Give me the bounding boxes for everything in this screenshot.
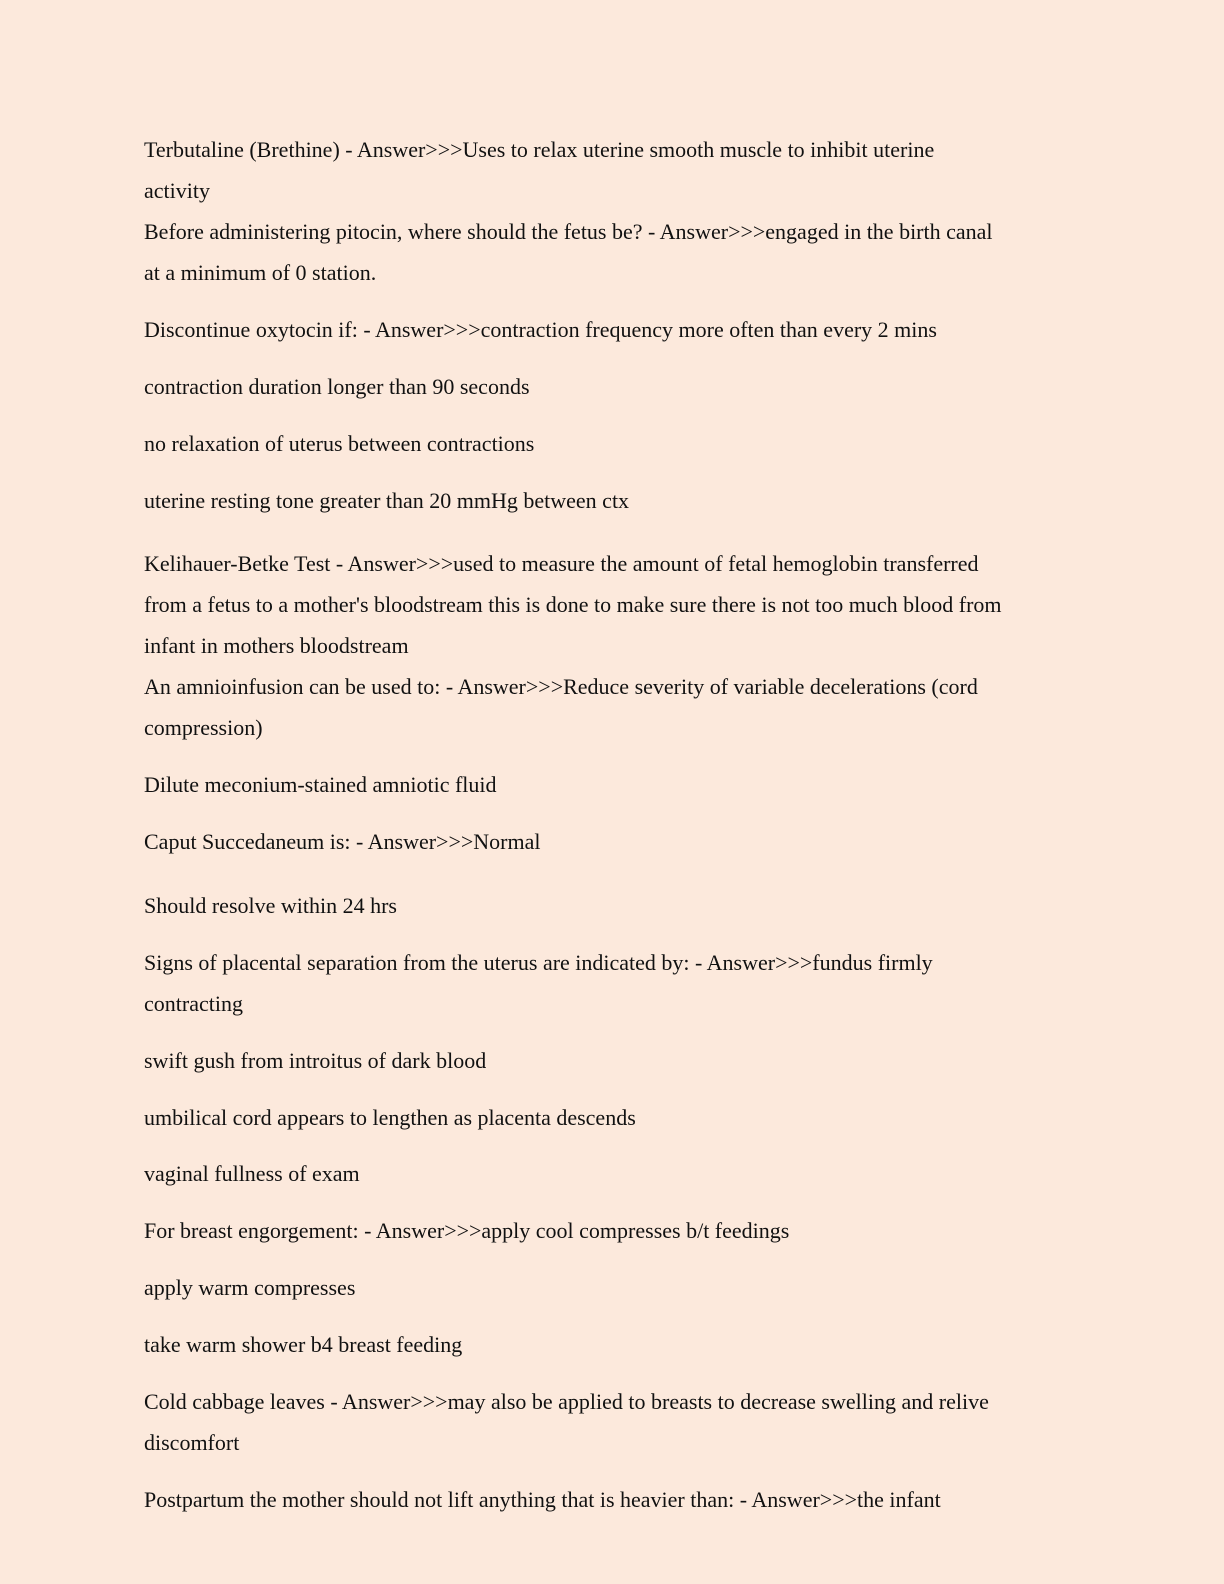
- text-line: from a fetus to a mother's bloodstream this is done to make sure there is not too much blood from: [144, 592, 1002, 617]
- text-line: at a minimum of 0 station.: [144, 260, 377, 285]
- text-line: An amnioinfusion can be used to: - Answer>>>Reduce severity of variable decelerations (cord: [144, 674, 978, 699]
- text-line: vaginal fullness of exam: [144, 1161, 360, 1186]
- text-line: contraction duration longer than 90 seconds: [144, 374, 530, 399]
- text-line: Should resolve within 24 hrs: [144, 893, 397, 918]
- text-line: Caput Succedaneum is: - Answer>>>Normal: [144, 829, 541, 854]
- text-line: Before administering pitocin, where should the fetus be? - Answer>>>engaged in the birth canal: [144, 219, 993, 244]
- text-line: infant in mothers bloodstream: [144, 633, 409, 658]
- text-line: Kelihauer-Betke Test - Answer>>>used to measure the amount of fetal hemoglobin transferred: [144, 551, 979, 576]
- text-line: activity: [144, 178, 210, 203]
- text-line: uterine resting tone greater than 20 mmHg between ctx: [144, 488, 630, 513]
- text-line: umbilical cord appears to lengthen as placenta descends: [144, 1105, 636, 1130]
- text-line: no relaxation of uterus between contractions: [144, 431, 535, 456]
- text-line: compression): [144, 715, 263, 740]
- text-line: take warm shower b4 breast feeding: [144, 1332, 463, 1357]
- text-line: Cold cabbage leaves - Answer>>>may also be applied to breasts to decrease swelling and relive: [144, 1389, 989, 1414]
- text-line: swift gush from introitus of dark blood: [144, 1048, 487, 1073]
- text-line: Terbutaline (Brethine) - Answer>>>Uses to relax uterine smooth muscle to inhibit uterine: [144, 137, 935, 162]
- text-line: For breast engorgement: - Answer>>>apply cool compresses b/t feedings: [144, 1218, 790, 1243]
- text-line: contracting: [144, 991, 243, 1016]
- text-line: discomfort: [144, 1430, 240, 1455]
- text-line: Postpartum the mother should not lift anything that is heavier than: - Answer>>>the infant: [144, 1487, 941, 1512]
- text-line: Discontinue oxytocin if: - Answer>>>contraction frequency more often than every 2 mins: [144, 317, 937, 342]
- text-line: Dilute meconium-stained amniotic fluid: [144, 772, 497, 797]
- text-line: Signs of placental separation from the uterus are indicated by: - Answer>>>fundus firmly: [144, 950, 933, 975]
- text-line: apply warm compresses: [144, 1275, 356, 1300]
